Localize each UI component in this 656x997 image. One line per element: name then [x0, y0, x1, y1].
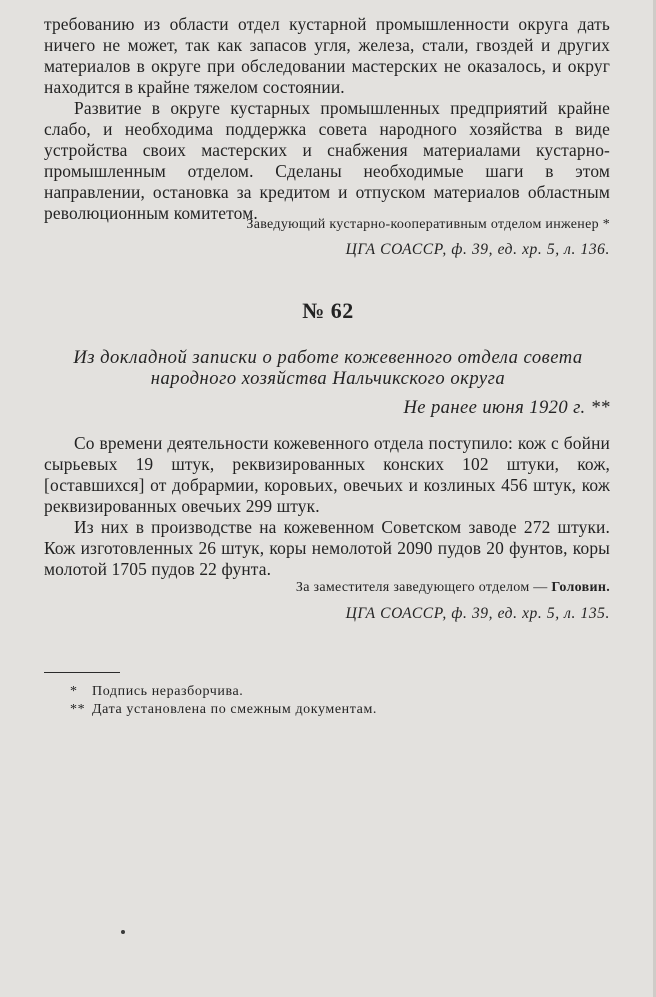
- document-number: № 62: [302, 298, 354, 323]
- previous-document-body: [44, 14, 610, 224]
- archive-reference: ЦГА СОАССР, ф. 39, ед. хр. 5, л. 136.: [345, 241, 610, 258]
- footnote-divider: [44, 672, 120, 673]
- signature-prefix: За заместителя заведующего отделом —: [295, 580, 548, 595]
- footnote-item: [70, 701, 377, 719]
- footnote-text: Дата установлена по смежным документам.: [92, 702, 378, 717]
- body-paragraph: требованию из области отдел кустарной промышленности округа дать ничего не может, так как запасов угля, железа, стали, гвоздей и других материалов в округе при обследовании мастерских не оказалось, и округ находится в крайне тяжелом состоянии.: [44, 14, 610, 97]
- footnote-mark: **: [70, 702, 86, 717]
- print-speck: [121, 930, 125, 934]
- archive-reference: ЦГА СОАССР, ф. 39, ед. хр. 5, л. 135.: [345, 605, 610, 622]
- body-paragraph: Со времени деятельности кожевенного отдела поступило: кож с бойни сырьевых 19 штук, реквизированных конских 102 штуки, кож, [оставшихся] от добрармии, коровьих, овечьих и козлиных 456 штук, кож реквизированных овечьих 299 штук.: [44, 433, 610, 516]
- body-paragraph: Из них в производстве на кожевенном Советском заводе 272 штуки. Кож изготовленных 26 штук, коры немолотой 2090 пудов 20 фунтов, коры молотой 1705 пудов 22 фунта.: [44, 517, 610, 579]
- signature-line: [246, 217, 610, 233]
- document-body: [44, 433, 610, 580]
- signature-text: Заведующий кустарно-кооперативным отделом инженер *: [246, 217, 610, 232]
- footnote-text: Подпись неразборчива.: [92, 684, 244, 699]
- document-date: Не ранее июня 1920 г. **: [403, 397, 610, 418]
- body-paragraph: Развитие в округе кустарных промышленных предприятий крайне слабо, и необходима поддержка совета народного хозяйства в виде устройства своих мастерских и снабжения материалами кустарно-промышленным отделом. Сделаны необходимые шаги в этом направлении, остановка за кредитом и отпуском материалов областным революционным комитетом.: [44, 98, 610, 223]
- footnotes: [70, 683, 377, 719]
- document-title: Из докладной записки о работе кожевенного отдела совета народного хозяйства Нальчикского округа: [73, 347, 583, 389]
- signer-name: Головин.: [551, 580, 610, 595]
- signature-line: [296, 580, 610, 596]
- footnote-mark: *: [70, 684, 78, 699]
- footnote-item: [70, 683, 377, 701]
